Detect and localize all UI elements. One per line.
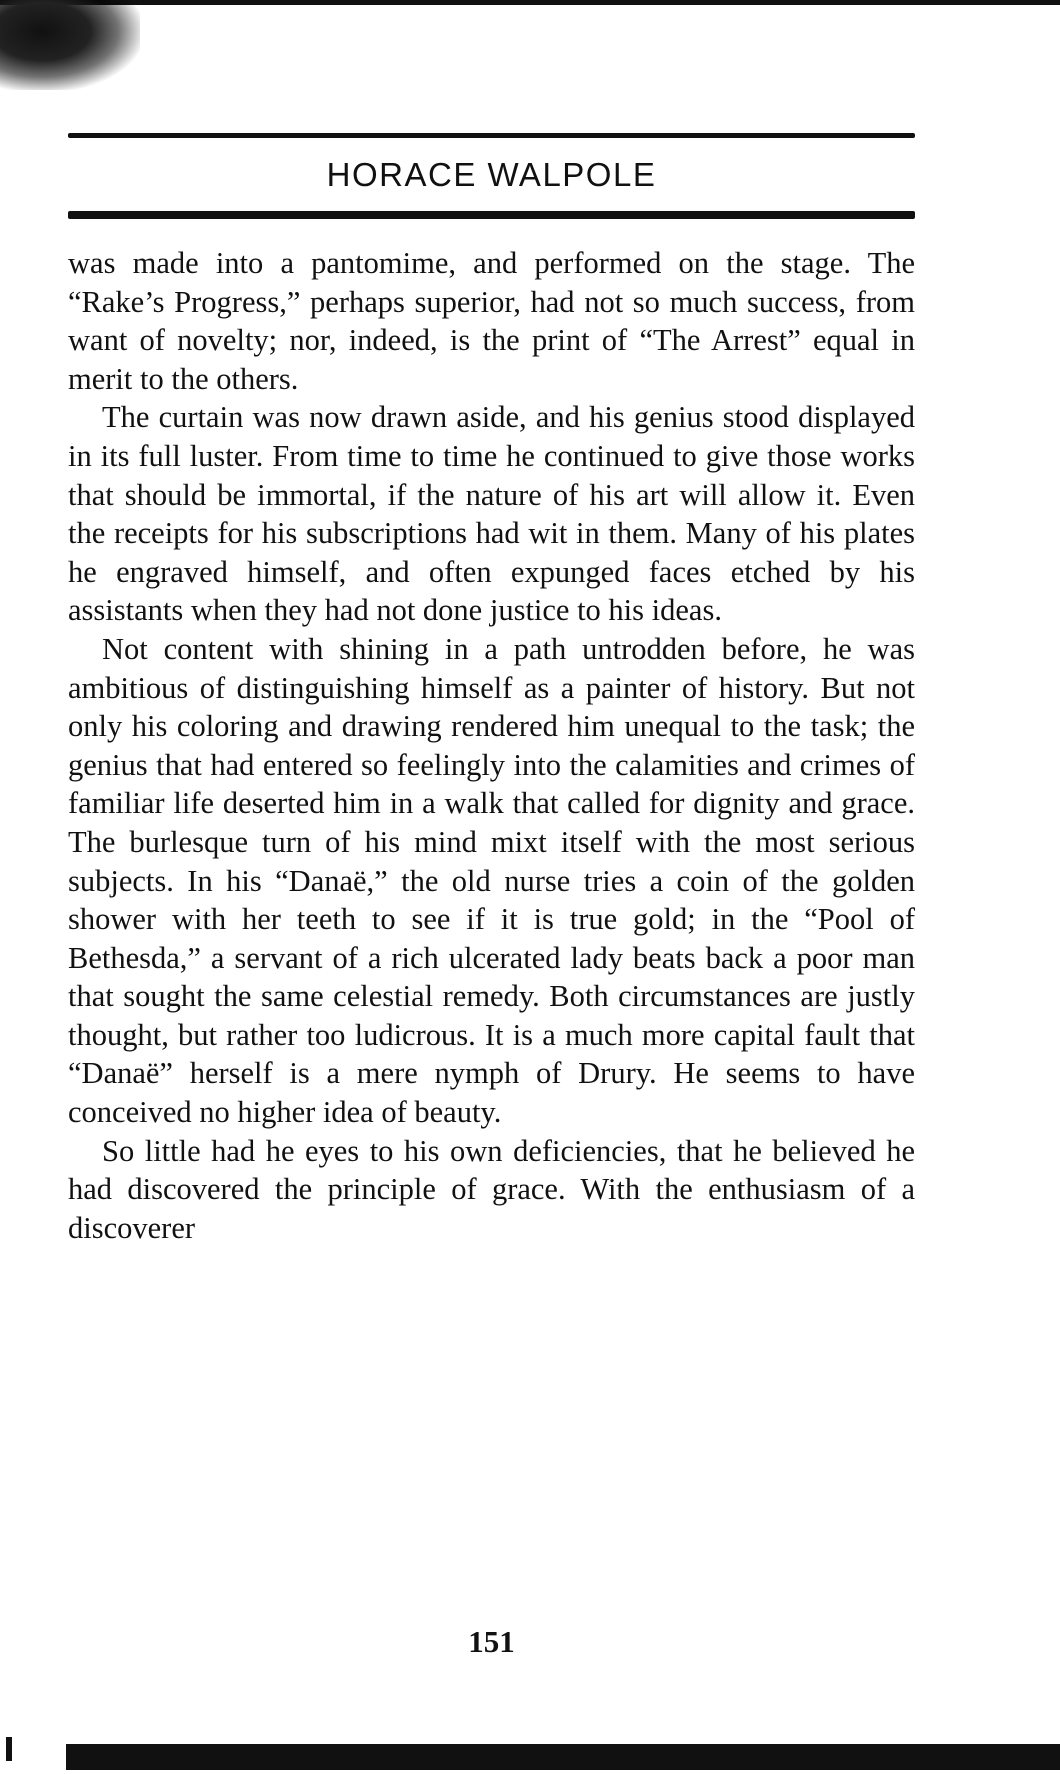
body-text — [68, 244, 915, 1247]
paragraph-1: was made into a pantomime, and performed on the stage. The “Rake’s Progress,” perhaps superior, had not so much success, from want of novelty; nor, indeed, is the print of “The Arrest” equal in merit to the others. — [68, 246, 915, 396]
header-rule-top — [68, 133, 915, 138]
scan-smudge — [0, 0, 140, 90]
bottom-edge-rule — [66, 1744, 1060, 1770]
paragraph-2: The curtain was now drawn aside, and his genius stood displayed in its full luster. From time to time he continued to give those works that should be immortal, if the nature of his art will allow it. Even the receipts for his subscriptions had wit in them. Many of his plates he engraved himself, and often expunged faces etched by his assistants when they had not done justice to his ideas. — [68, 400, 915, 628]
bottom-edge-mark — [6, 1737, 12, 1761]
page-number: 151 — [468, 1624, 515, 1659]
paragraph-4: So little had he eyes to his own deficiencies, that he believed he had discovered the principle of grace. With the enthusiasm of a discoverer — [68, 1133, 915, 1245]
running-head: HORACE WALPOLE — [326, 156, 657, 193]
paragraph-3: Not content with shining in a path untrodden before, he was ambitious of distinguishing himself as a painter of history. But not only his coloring and drawing rendered him unequal to the task; the genius that had entered so feelingly into the calamities and crimes of familiar life deserted him in a walk that called for dignity and grace. The burlesque turn of his mind mixt itself with the most serious subjects. In his “Danaë,” the old nurse tries a coin of the golden shower with her teeth to see if it is true gold; in the “Pool of Bethesda,” a servant of a rich ulcerated lady beats back a poor man that sought the same celestial remedy. Both circumstances are justly thought, but rather too ludicrous. It is a much more capital fault that “Danaë” herself is a mere nymph of Drury. He seems to have conceived no higher idea of beauty. — [68, 631, 915, 1130]
top-edge-rule — [0, 0, 1060, 5]
header-rule-bottom — [68, 211, 915, 219]
